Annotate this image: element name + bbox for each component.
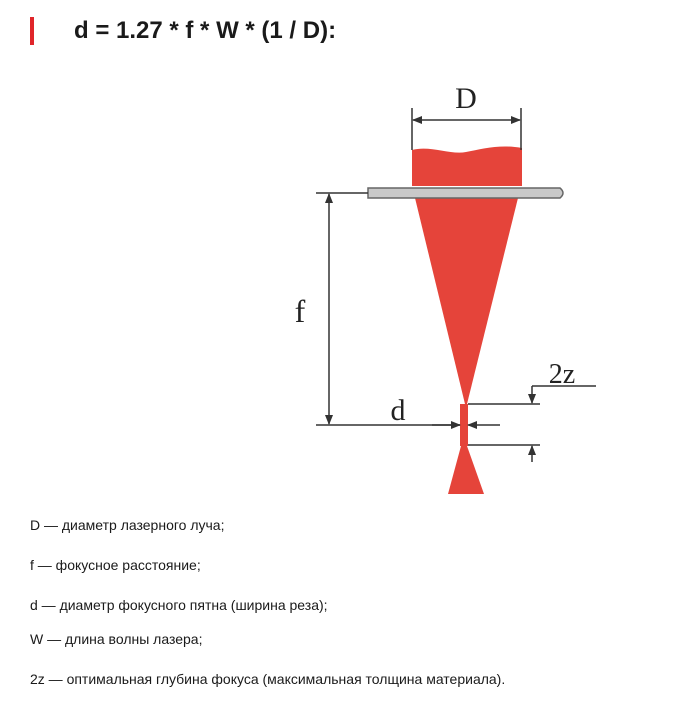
diverging-beam	[448, 446, 484, 494]
definition-W: W — длина волны лазера;	[30, 631, 203, 647]
lens	[368, 188, 563, 198]
label-f: f	[294, 293, 306, 329]
label-2z: 2z	[548, 359, 576, 390]
label-D: D	[455, 82, 477, 115]
definition-d: d — диаметр фокусного пятна (ширина реза);	[30, 597, 328, 613]
formula-title: d = 1.27 * f * W * (1 / D):	[74, 17, 337, 44]
definition-D: D — диаметр лазерного луча;	[30, 517, 225, 533]
converging-beam	[415, 198, 518, 404]
definition-2z: 2z — оптимальная глубина фокуса (максимальная толщина материала).	[30, 671, 506, 687]
label-d: d	[390, 394, 406, 427]
beam-waist	[460, 404, 468, 446]
definition-f: f — фокусное расстояние;	[30, 557, 201, 573]
input-beam	[412, 147, 522, 186]
